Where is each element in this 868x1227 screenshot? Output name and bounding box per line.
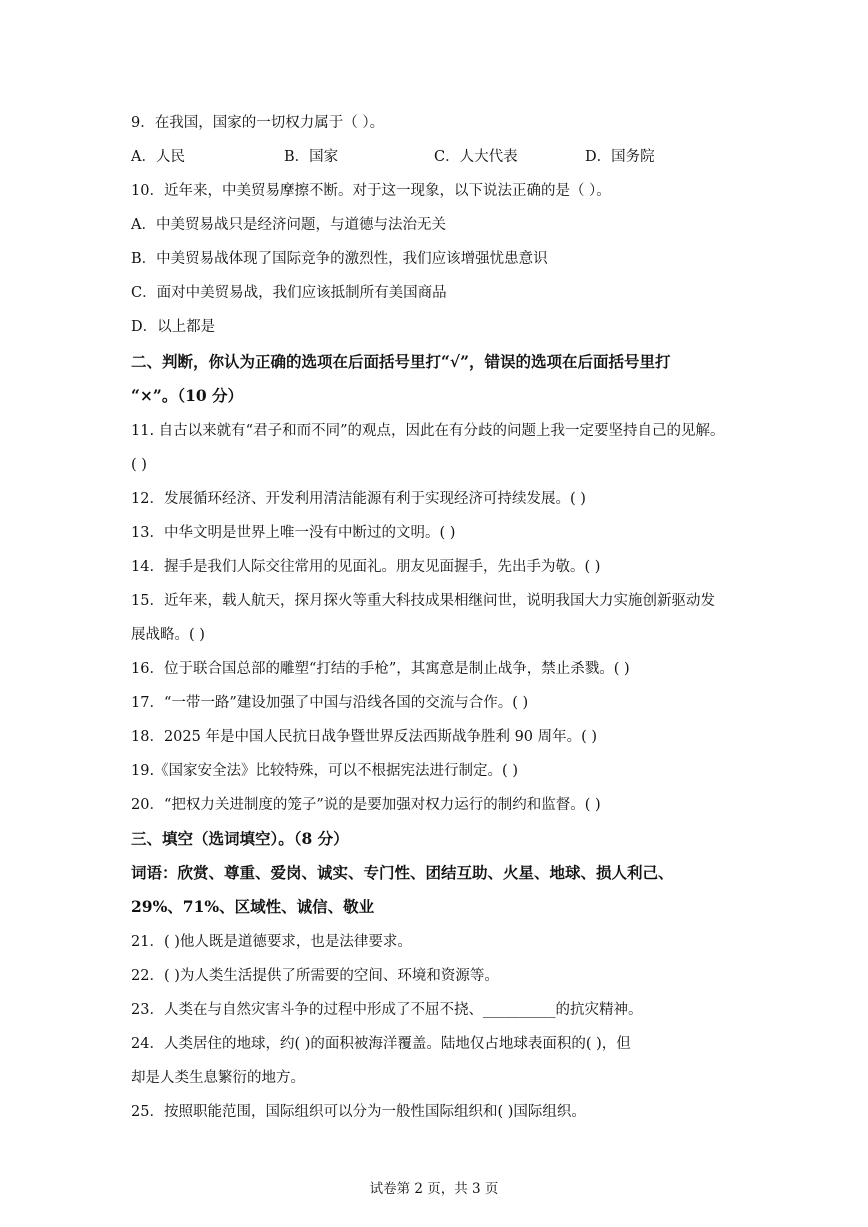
fill-q23: 23．人类在与自然灾害斗争的过程中形成了不屈不挠、__________的抗灾精神。 xyxy=(131,1002,643,1018)
judge-q19: 19.《国家安全法》比较特殊，可以不根据宪法进行制定。( ) xyxy=(131,763,518,779)
judge-q17: 17．“一带一路”建设加强了中国与沿线各国的交流与合作。( ) xyxy=(131,695,529,711)
judge-q15-line1: 15．近年来，载人航天，探月探火等重大科技成果相继问世，说明我国大力实施创新驱动发 xyxy=(131,593,715,609)
section3-words-line1: 词语：欣赏、尊重、爱岗、诚实、专门性、团结互助、火星、地球、损人利己、 xyxy=(131,863,674,882)
page-footer: 试卷第 2 页，共 3 页 xyxy=(369,1181,499,1197)
judge-q11: 11. 自古以来就有“君子和而不同”的观点，因此在有分歧的问题上我一定要坚持自己的见解。 xyxy=(131,423,725,439)
q10-option-c: C．面对中美贸易战，我们应该抵制所有美国商品 xyxy=(131,285,447,301)
q10-option-b: B．中美贸易战体现了国际竞争的激烈性，我们应该增强忧患意识 xyxy=(131,251,548,267)
section3-heading: 三、填空（选词填空）。（8 分） xyxy=(131,829,349,848)
judge-q11-bracket: ( ) xyxy=(131,457,147,473)
q10-stem: 10．近年来，中美贸易摩擦不断。对于这一现象，以下说法正确的是（ ）。 xyxy=(131,183,611,199)
section2-heading-line2: “×”。（10 分） xyxy=(131,386,244,405)
judge-q16: 16．位于联合国总部的雕塑“打结的手枪”，其寓意是制止战争，禁止杀戮。( ) xyxy=(131,661,630,677)
q9-stem: 9．在我国，国家的一切权力属于（ ）。 xyxy=(131,115,385,131)
fill-q24-line1: 24．人类居住的地球，约( )的面积被海洋覆盖。陆地仅占地球表面积的( )，但 xyxy=(131,1036,631,1052)
q9-option-b: B．国家 xyxy=(284,149,339,165)
judge-q15-line2: 展战略。( ) xyxy=(131,627,205,643)
q9-option-a: A．人民 xyxy=(131,149,185,165)
judge-q13: 13．中华文明是世界上唯一没有中断过的文明。( ) xyxy=(131,525,456,541)
fill-q25: 25．按照职能范围，国际组织可以分为一般性国际组织和( )国际组织。 xyxy=(131,1104,586,1120)
q10-option-a: A．中美贸易战只是经济问题，与道德与法治无关 xyxy=(131,217,446,233)
section3-words-line2: 29%、71%、区域性、诚信、敬业 xyxy=(131,897,375,916)
fill-q22: 22．( )为人类生活提供了所需要的空间、环境和资源等。 xyxy=(131,968,499,984)
fill-q24-line2: 却是人类生息繁衍的地方。 xyxy=(131,1070,305,1086)
q9-option-d: D．国务院 xyxy=(585,149,655,165)
judge-q14: 14．握手是我们人际交往常用的见面礼。朋友见面握手，先出手为敬。( ) xyxy=(131,559,601,575)
q9-option-c: C．人大代表 xyxy=(434,149,518,165)
section2-heading-line1: 二、判断，你认为正确的选项在后面括号里打“√”，错误的选项在后面括号里打 xyxy=(131,352,671,371)
fill-q21: 21．( )他人既是道德要求，也是法律要求。 xyxy=(131,934,412,950)
judge-q20: 20．“把权力关进制度的笼子”说的是要加强对权力运行的制约和监督。( ) xyxy=(131,797,601,813)
q10-option-d: D．以上都是 xyxy=(131,319,216,335)
judge-q18: 18．2025 年是中国人民抗日战争暨世界反法西斯战争胜利 90 周年。( ) xyxy=(131,729,598,745)
judge-q12: 12．发展循环经济、开发利用清洁能源有利于实现经济可持续发展。( ) xyxy=(131,491,586,507)
